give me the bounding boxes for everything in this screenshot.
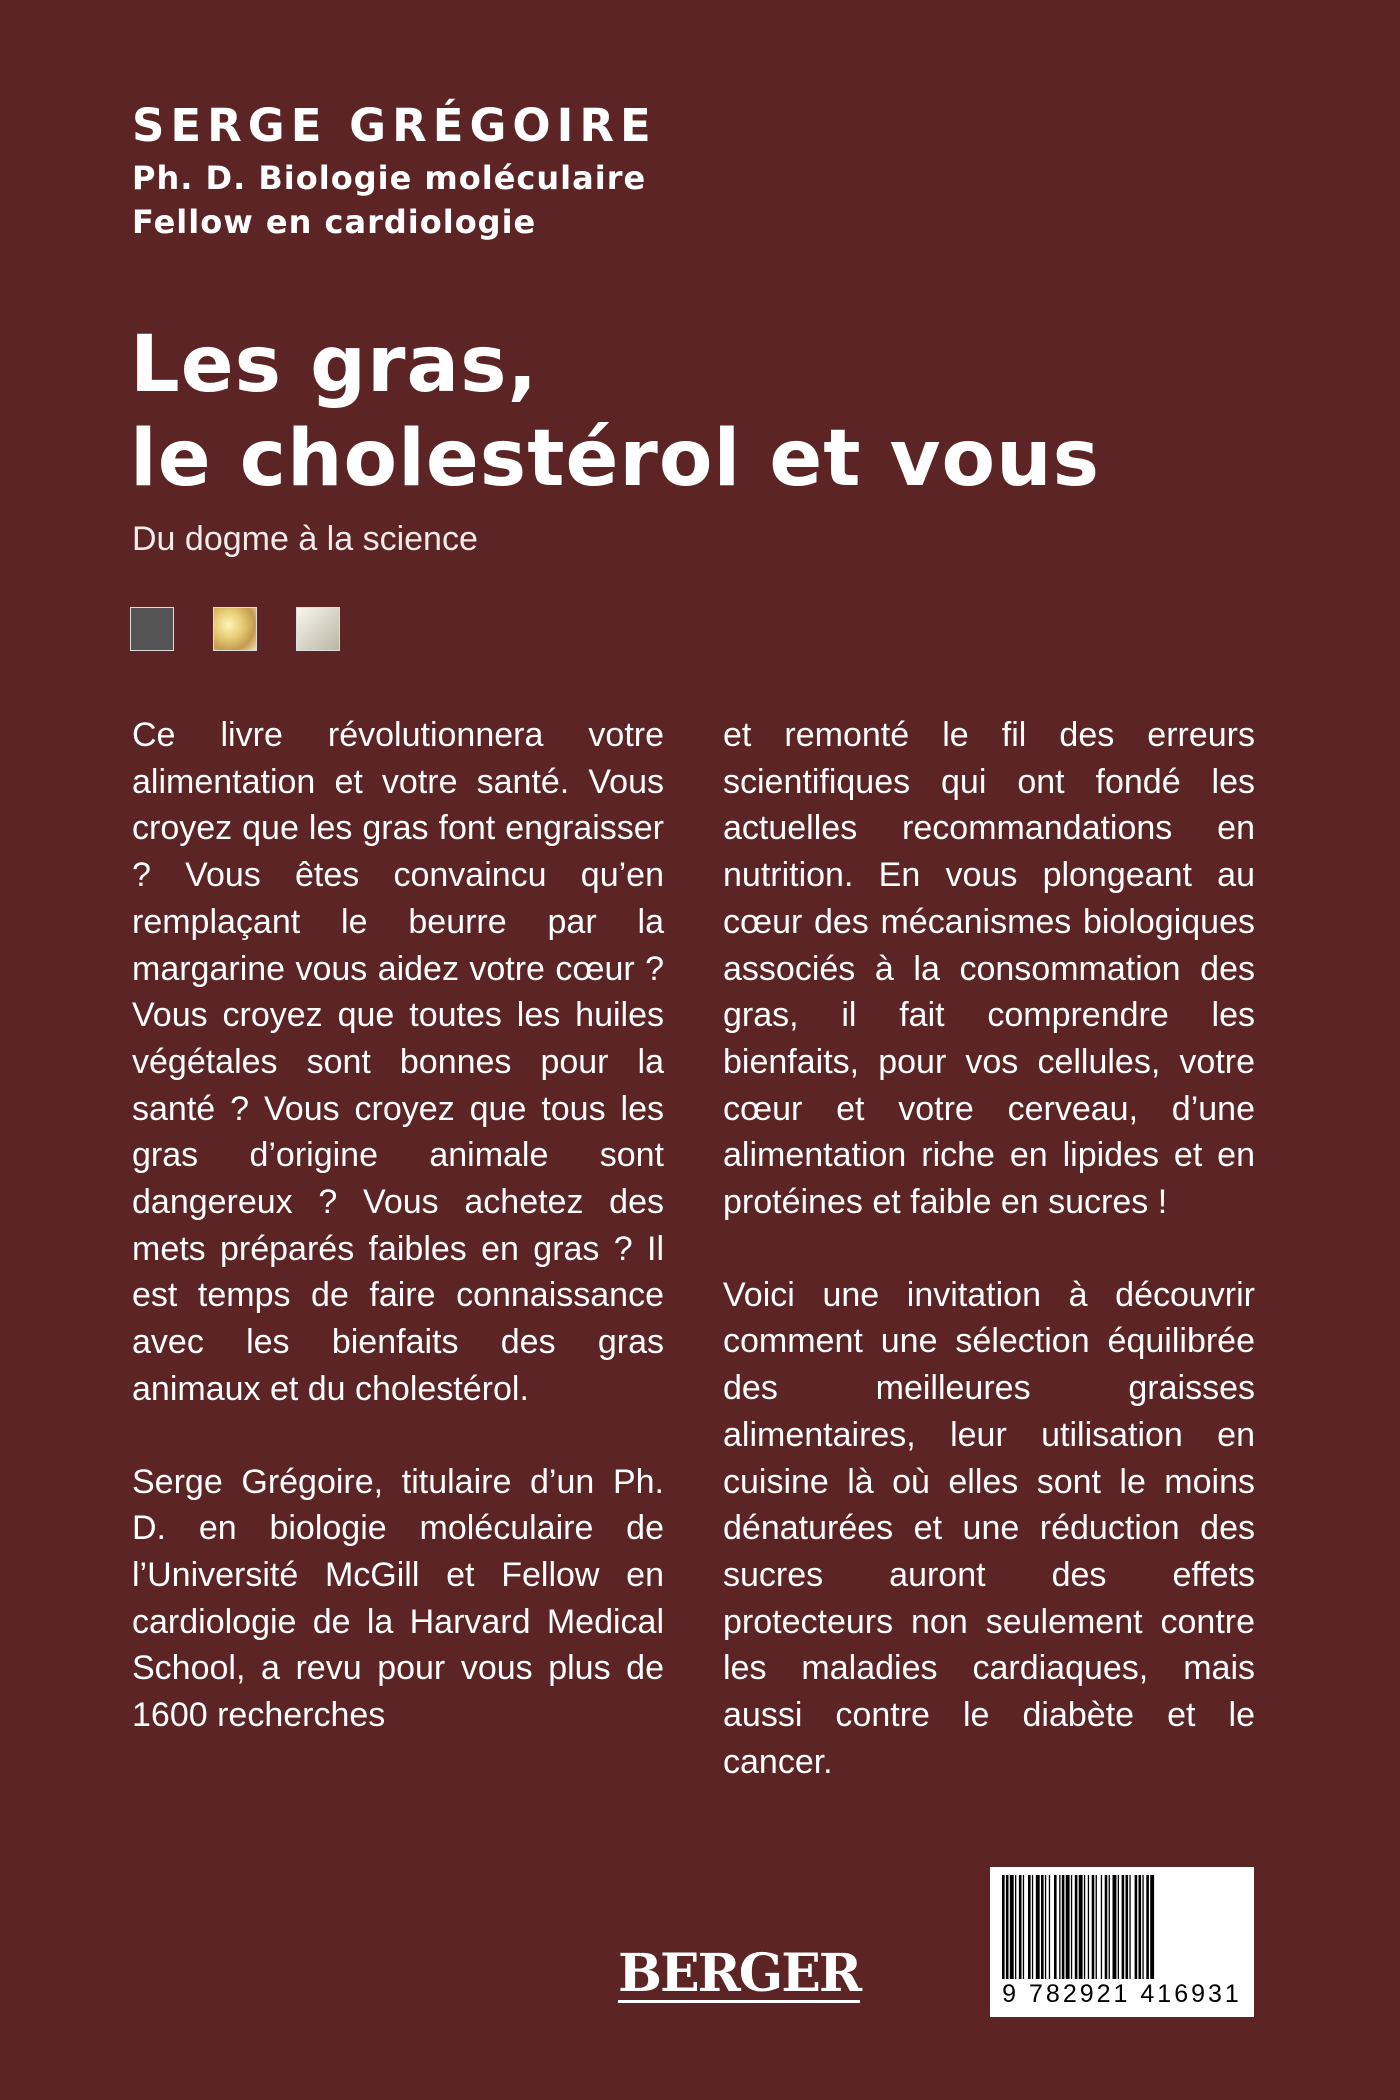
image-swatches (130, 607, 340, 651)
barcode-bars (1000, 1875, 1244, 1979)
author-block (132, 96, 657, 244)
author-credential-degree: Ph. D. Biologie moléculaire (132, 159, 647, 197)
body-paragraph-intro: Ce livre révolutionnera votre alimentation et votre santé. Vous croyez que les gras font engraisser ? Vous êtes convaincu qu’en remplaçant le beurre par la margarine vous aidez votre cœur ? Vous croyez que toutes les huiles végétales sont bonnes pour la santé ? Vous croyez que tous les gras d’origine animale sont dangereux ? Vous achetez des mets préparés faibles en gras ? Il est temps de faire connaissance avec les bienfaits des gras animaux et du cholestérol. (132, 716, 664, 1408)
isbn-barcode (990, 1867, 1254, 2017)
body-paragraph-continuation: et remonté le fil des erreurs scientifiques qui ont fondé les actuelles recommandations en nutrition. En vous plongeant au cœur des mécanismes biologiques associés à la consommation des gras, il fait comprendre les bienfaits, pour vos cellules, votre cœur et votre cerveau, d’une alimentation riche en lipides et en protéines et faible en sucres ! (723, 716, 1255, 1222)
body-paragraph-invitation: Voici une invitation à découvrir comment une sélection équilibrée des meilleures graisses alimentaires, leur utilisation en cuisine là où elles sont le moins dénaturées et une réduction des sucres auront des effets protecteurs non seulement contre les maladies cardiaques, mais aussi contre le diabète et le cancer. (723, 1275, 1255, 1781)
book-subtitle: Du dogme à la science (132, 520, 478, 558)
book-title (130, 318, 1100, 506)
body-paragraph-author-bio: Serge Grégoire, titulaire d’un Ph. D. en biologie moléculaire de l’Université McGill et Fellow en cardiologie de la Harvard Medical School, a revu pour vous plus de 1600 recherches (132, 1462, 664, 1735)
body-column-right (723, 712, 1255, 1831)
author-credential-fellowship: Fellow en cardiologie (132, 203, 537, 241)
golden-swatch (213, 607, 257, 651)
author-name: SERGE GRÉGOIRE (132, 99, 657, 152)
body-column-left (132, 712, 664, 1785)
title-line-1: Les gras, (130, 320, 539, 410)
title-line-2: le cholestérol et vous (130, 414, 1101, 504)
isbn-number: 9 782921 416931 (1002, 1980, 1242, 2008)
gray-swatch (130, 607, 174, 651)
publisher-logo: BERGER (618, 1943, 861, 2004)
light-swatch (296, 607, 340, 651)
